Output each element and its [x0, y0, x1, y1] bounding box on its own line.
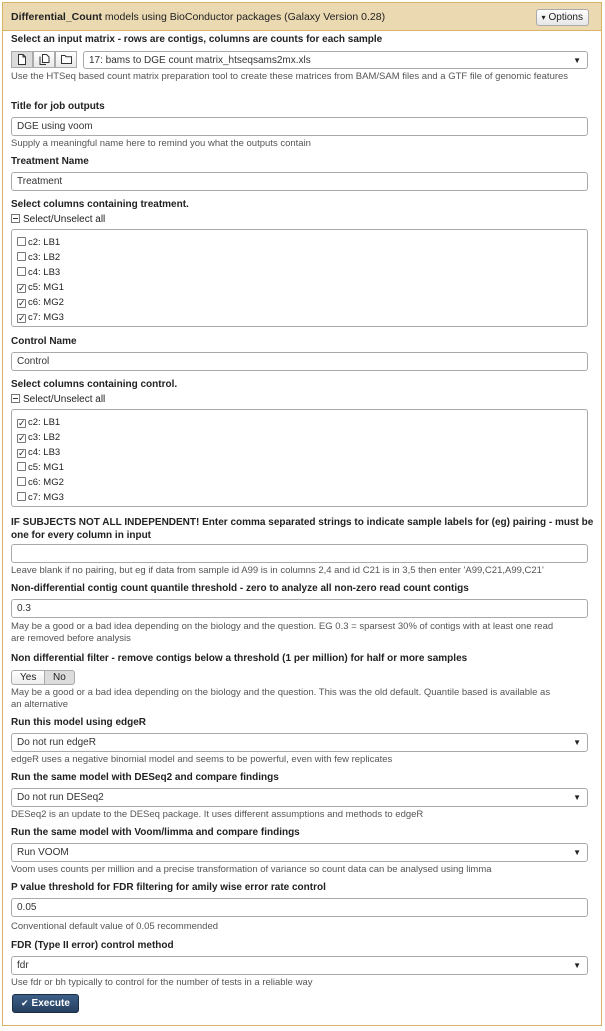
treatment-option-c5[interactable]: [17, 281, 64, 294]
edger-label: Run this model using edgeR: [11, 717, 147, 728]
subjects-label-line1: IF SUBJECTS NOT ALL INDEPENDENT! Enter comma separated strings to indicate sample labels for (eg) pairing - must be: [11, 517, 594, 528]
tool-title: [11, 11, 385, 23]
caret-down-icon: ▼: [573, 848, 581, 857]
select-all-checkbox: [11, 214, 20, 223]
control-columns-label: Select columns containing control.: [11, 379, 178, 390]
caret-down-icon: ▼: [573, 738, 581, 747]
dataset-collection-button[interactable]: [55, 51, 77, 68]
options-label: Options: [548, 12, 583, 23]
control-option-c5[interactable]: [17, 461, 64, 474]
voom-select[interactable]: [11, 843, 588, 862]
checkbox-unchecked: [17, 462, 26, 471]
quantile-input[interactable]: [11, 599, 588, 618]
deseq2-value: Do not run DESeq2: [17, 792, 104, 803]
checkmark-icon: ✓: [18, 298, 26, 308]
caret-down-icon: ▼: [573, 793, 581, 802]
caret-down-icon: ▼: [573, 56, 581, 65]
deseq2-label: Run the same model with DESeq2 and compare findings: [11, 772, 279, 783]
option-label: c6: MG2: [28, 477, 64, 488]
option-label: c7: MG3: [28, 492, 64, 503]
tool-form-panel: [2, 2, 602, 1026]
execute-button[interactable]: [12, 994, 79, 1013]
treatment-select-all[interactable]: [11, 214, 105, 225]
input-matrix-label: Select an input matrix - rows are contigs, columns are counts for each sample: [11, 34, 383, 45]
control-select-all-label: Select/Unselect all: [23, 394, 106, 405]
tool-header: [3, 3, 601, 31]
control-option-c4[interactable]: [17, 446, 60, 459]
checkmark-icon: ✓: [18, 433, 26, 443]
subjects-label-line2: one for every column in input: [11, 530, 152, 541]
deseq2-help: DESeq2 is an update to the DESeq package. It uses different assumptions and methods to edgeR: [11, 809, 424, 820]
treatment-name-label: Treatment Name: [11, 156, 89, 167]
control-option-c6[interactable]: [17, 476, 64, 489]
nondiff-filter-label: Non differential filter - remove contigs below a threshold (1 per million) for half or more samples: [11, 653, 468, 664]
subjects-input[interactable]: [11, 544, 588, 563]
input-source-buttons: [11, 51, 79, 68]
quantile-help-line2: are removed before analysis: [11, 633, 131, 644]
deseq2-select[interactable]: [11, 788, 588, 807]
caret-down-icon: ▼: [573, 961, 581, 970]
quantile-help: [11, 621, 601, 645]
edger-value: Do not run edgeR: [17, 737, 96, 748]
option-label: c3: LB2: [28, 432, 61, 443]
pvalue-label: P value threshold for FDR filtering for amily wise error rate control: [11, 882, 326, 893]
treatment-option-c6[interactable]: [17, 296, 64, 309]
caret-down-icon: ▾: [541, 13, 546, 22]
input-matrix-select[interactable]: [83, 51, 588, 69]
option-label: c2: LB1: [28, 417, 61, 428]
control-columns-list: [11, 409, 588, 507]
control-name-input[interactable]: [11, 352, 588, 371]
control-name-label: Control Name: [11, 336, 77, 347]
quantile-label: Non-differential contig count quantile threshold - zero to analyze all non-zero read count contigs: [11, 583, 469, 594]
control-option-c7[interactable]: [17, 491, 64, 504]
treatment-select-all-label: Select/Unselect all: [23, 214, 106, 225]
control-select-all[interactable]: [11, 394, 105, 405]
execute-label: Execute: [31, 998, 70, 1009]
option-label: c6: MG2: [28, 297, 64, 308]
fdr-label: FDR (Type II error) control method: [11, 940, 174, 951]
checkmark-icon: ✓: [18, 448, 26, 458]
edger-select[interactable]: [11, 733, 588, 752]
check-icon: ✔: [21, 998, 29, 1008]
pvalue-value: 0.05: [17, 902, 37, 913]
quantile-value: 0.3: [17, 603, 31, 614]
checkbox-unchecked: [17, 477, 26, 486]
multiple-datasets-button[interactable]: [33, 51, 55, 68]
treatment-option-c3[interactable]: [17, 251, 60, 264]
folder-icon: [61, 54, 72, 64]
options-button[interactable]: [536, 9, 589, 26]
nondiff-filter-toggle: [11, 670, 71, 685]
option-label: c5: MG1: [28, 282, 64, 293]
nondiff-help-line1: May be a good or a bad idea depending on the biology and the question. This was the old default. Quantile based is available as: [11, 687, 551, 698]
control-option-c3[interactable]: [17, 431, 60, 444]
checkbox-unchecked: [17, 237, 26, 246]
checkmark-icon: ✓: [18, 418, 26, 428]
option-label: c4: LB3: [28, 447, 61, 458]
treatment-name-value: Treatment: [17, 176, 63, 187]
voom-help: Voom uses counts per million and a precise transformation of variance so count data can be analysed using limma: [11, 864, 492, 875]
treatment-columns-label: Select columns containing treatment.: [11, 199, 189, 210]
option-label: c7: MG3: [28, 312, 64, 323]
treatment-columns-list: [11, 229, 588, 327]
voom-label: Run the same model with Voom/limma and compare findings: [11, 827, 300, 838]
job-title-input[interactable]: [11, 117, 588, 136]
checkbox-unchecked: [17, 252, 26, 261]
treatment-name-input[interactable]: [11, 172, 588, 191]
input-matrix-help: Use the HTSeq based count matrix preparation tool to create these matrices from BAM/SAM files and a GTF file of genomic features: [11, 71, 569, 82]
checkmark-icon: ✓: [18, 313, 26, 323]
treatment-option-c2[interactable]: [17, 236, 60, 249]
quantile-help-line1: May be a good or a bad idea depending on the biology and the question. EG 0.3 = sparsest 30% of contigs with at least one read: [11, 621, 554, 632]
voom-value: Run VOOM: [17, 847, 69, 858]
tool-version-text: models using BioConductor packages (Galaxy Version 0.28): [102, 11, 386, 23]
job-title-help: Supply a meaningful name here to remind you what the outputs contain: [11, 138, 311, 149]
option-label: c2: LB1: [28, 237, 61, 248]
tool-name: Differential_Count: [11, 11, 103, 23]
fdr-value: fdr: [17, 960, 29, 971]
nondiff-filter-help: [11, 687, 601, 711]
file-icon: [17, 54, 27, 65]
checkbox-unchecked: [17, 267, 26, 276]
fdr-help: Use fdr or bh typically to control for the number of tests in a reliable way: [11, 977, 313, 988]
files-icon: [39, 54, 50, 65]
select-all-checkbox: [11, 394, 20, 403]
option-label: c5: MG1: [28, 462, 64, 473]
control-name-value: Control: [17, 356, 50, 367]
option-label: c3: LB2: [28, 252, 61, 263]
input-matrix-value: 17: bams to DGE count matrix_htseqsams2mx.xls: [89, 55, 311, 66]
pvalue-input[interactable]: [11, 898, 588, 917]
job-title-label: Title for job outputs: [11, 101, 105, 112]
control-option-c2[interactable]: [17, 416, 60, 429]
single-dataset-button[interactable]: [11, 51, 33, 68]
nondiff-no-button[interactable]: No: [44, 670, 75, 685]
treatment-option-c4[interactable]: [17, 266, 60, 279]
checkbox-unchecked: [17, 492, 26, 501]
fdr-select[interactable]: [11, 956, 588, 975]
nondiff-yes-button[interactable]: Yes: [11, 670, 45, 685]
nondiff-help-line2: an alternative: [11, 699, 69, 710]
treatment-option-c7[interactable]: [17, 311, 64, 324]
job-title-value: DGE using voom: [17, 121, 93, 132]
subjects-label: [11, 516, 596, 542]
pvalue-help: Conventional default value of 0.05 recommended: [11, 921, 219, 932]
subjects-help: Leave blank if no pairing, but eg if data from sample id A99 is in columns 2,4 and id C21 is in 3,5 then enter 'A99,C21,A99,C21': [11, 565, 544, 576]
option-label: c4: LB3: [28, 267, 61, 278]
edger-help: edgeR uses a negative binomial model and seems to be powerful, even with few replicates: [11, 754, 393, 765]
checkmark-icon: ✓: [18, 283, 26, 293]
